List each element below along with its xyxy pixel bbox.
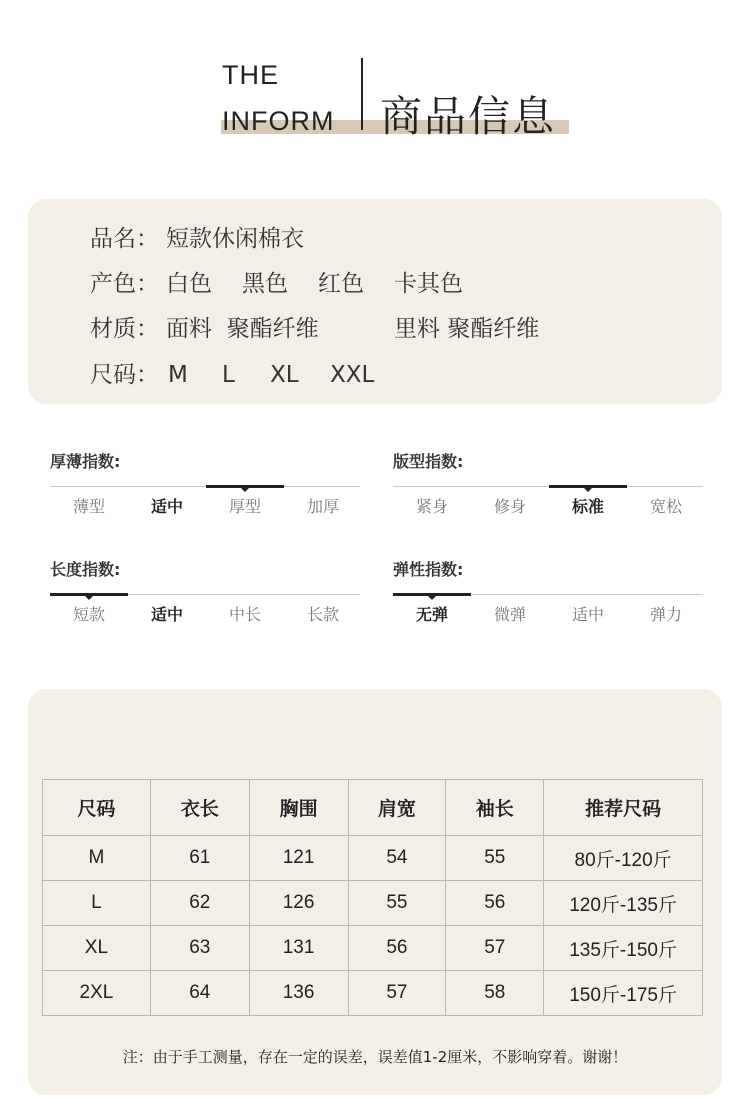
table-cell: 2XL bbox=[43, 971, 151, 1016]
table-header-cell: 衣长 bbox=[150, 780, 249, 836]
index-option: 微弹 bbox=[493, 605, 526, 624]
index-options bbox=[50, 494, 360, 518]
header-divider bbox=[361, 58, 363, 130]
index-track-line bbox=[50, 486, 360, 487]
color-option: 卡其色 bbox=[394, 271, 463, 297]
index-marker bbox=[206, 485, 284, 488]
material-lining: 里料 聚酯纤维 bbox=[394, 316, 540, 342]
table-cell: 121 bbox=[249, 836, 348, 881]
index-track bbox=[50, 480, 360, 490]
table-cell: 136 bbox=[249, 971, 348, 1016]
header-en-line2: INFORM bbox=[222, 106, 335, 136]
index-option: 宽松 bbox=[649, 497, 682, 516]
header-en-line1: THE bbox=[222, 60, 279, 90]
size-option: M bbox=[168, 362, 188, 388]
table-row bbox=[43, 926, 703, 971]
header-title-cn: 商品信息 bbox=[380, 92, 557, 141]
table-cell: 131 bbox=[249, 926, 348, 971]
index-marker bbox=[549, 485, 627, 488]
size-table bbox=[42, 779, 703, 1016]
table-row bbox=[43, 971, 703, 1016]
index-length bbox=[50, 560, 360, 626]
table-header-cell: 胸围 bbox=[249, 780, 348, 836]
index-title: 长度指数: bbox=[50, 560, 121, 579]
table-cell: 62 bbox=[150, 881, 249, 926]
index-options bbox=[393, 494, 703, 518]
size-option: XL bbox=[270, 362, 299, 388]
index-option: 适中 bbox=[150, 605, 183, 624]
info-label: 尺码： bbox=[90, 362, 159, 388]
index-option: 薄型 bbox=[72, 497, 105, 516]
table-cell: 54 bbox=[348, 836, 446, 881]
info-value: 短款休闲棉衣 bbox=[166, 226, 304, 252]
table-cell: L bbox=[43, 881, 151, 926]
index-marker bbox=[50, 593, 128, 596]
table-cell: 55 bbox=[348, 881, 446, 926]
index-option: 加厚 bbox=[306, 497, 339, 516]
size-table-panel bbox=[28, 689, 722, 1095]
index-title: 厚薄指数: bbox=[50, 452, 121, 471]
table-row bbox=[43, 881, 703, 926]
index-options bbox=[393, 602, 703, 626]
info-label: 产色： bbox=[90, 271, 159, 297]
section-header bbox=[0, 0, 750, 150]
color-option: 黑色 bbox=[242, 271, 288, 297]
table-header-row bbox=[43, 780, 703, 836]
table-cell: 58 bbox=[446, 971, 544, 1016]
index-option: 标准 bbox=[571, 497, 604, 516]
table-cell: 55 bbox=[446, 836, 544, 881]
table-cell: 56 bbox=[348, 926, 446, 971]
index-option: 厚型 bbox=[228, 497, 261, 516]
size-option: L bbox=[222, 362, 235, 388]
table-cell: 64 bbox=[150, 971, 249, 1016]
index-fit bbox=[393, 452, 703, 518]
index-track bbox=[393, 480, 703, 490]
table-header-cell: 袖长 bbox=[446, 780, 544, 836]
table-cell: 80斤-120斤 bbox=[544, 836, 703, 881]
index-track bbox=[393, 588, 703, 598]
size-option: XXL bbox=[330, 362, 375, 388]
table-cell: 61 bbox=[150, 836, 249, 881]
table-cell: 56 bbox=[446, 881, 544, 926]
table-cell: 135斤-150斤 bbox=[544, 926, 703, 971]
index-elasticity bbox=[393, 560, 703, 626]
index-option: 紧身 bbox=[415, 497, 448, 516]
table-cell: 120斤-135斤 bbox=[544, 881, 703, 926]
index-option: 适中 bbox=[571, 605, 604, 624]
index-track bbox=[50, 588, 360, 598]
index-option: 适中 bbox=[150, 497, 183, 516]
info-label: 材质： bbox=[90, 316, 159, 342]
index-option: 短款 bbox=[72, 605, 105, 624]
index-title: 弹性指数: bbox=[393, 560, 464, 579]
index-marker bbox=[393, 593, 471, 596]
index-track-line bbox=[393, 486, 703, 487]
color-option: 红色 bbox=[318, 271, 364, 297]
table-row bbox=[43, 836, 703, 881]
table-cell: 57 bbox=[446, 926, 544, 971]
material-outer: 面料 聚酯纤维 bbox=[166, 316, 319, 342]
index-title: 版型指数: bbox=[393, 452, 464, 471]
table-header-cell: 尺码 bbox=[43, 780, 151, 836]
table-cell: 126 bbox=[249, 881, 348, 926]
table-cell: 57 bbox=[348, 971, 446, 1016]
table-header-cell: 推荐尺码 bbox=[544, 780, 703, 836]
index-option: 无弹 bbox=[415, 605, 448, 624]
index-option: 长款 bbox=[306, 605, 339, 624]
index-options bbox=[50, 602, 360, 626]
table-cell: 63 bbox=[150, 926, 249, 971]
table-cell: XL bbox=[43, 926, 151, 971]
index-option: 修身 bbox=[493, 497, 526, 516]
table-cell: 150斤-175斤 bbox=[544, 971, 703, 1016]
table-cell: M bbox=[43, 836, 151, 881]
index-option: 中长 bbox=[228, 605, 261, 624]
index-option: 弹力 bbox=[649, 605, 682, 624]
table-header-cell: 肩宽 bbox=[348, 780, 446, 836]
index-thickness bbox=[50, 452, 360, 518]
measurement-note: 注：由于手工测量，存在一定的误差，误差值1-2厘米，不影响穿着。谢谢！ bbox=[122, 1048, 628, 1066]
color-option: 白色 bbox=[166, 271, 212, 297]
info-label: 品名： bbox=[90, 226, 159, 252]
product-info-panel bbox=[28, 199, 722, 404]
